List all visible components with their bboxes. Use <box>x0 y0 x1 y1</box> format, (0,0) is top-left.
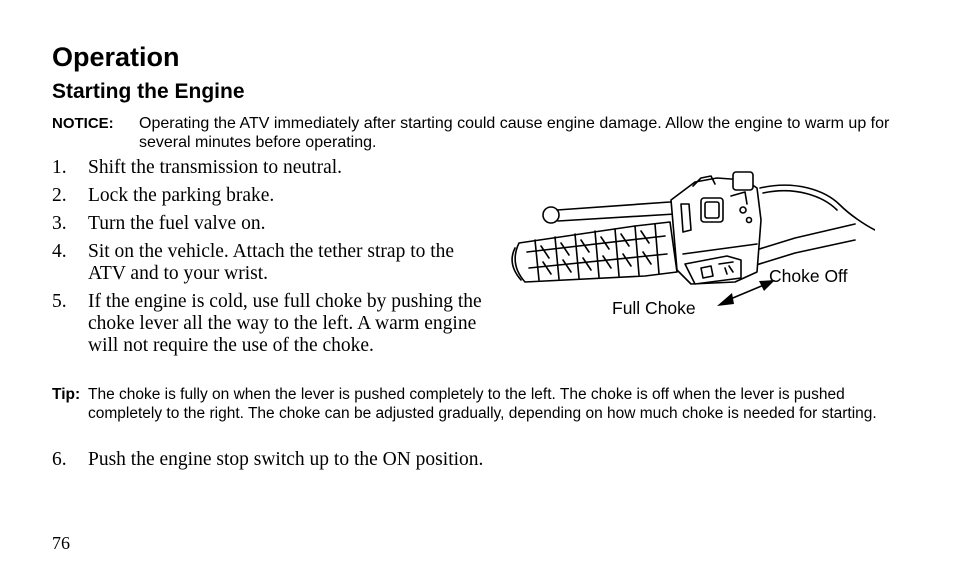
notice-text: Operating the ATV immediately after starting could cause engine damage. Allow the engine to warm up for several minutes before operating. <box>139 115 890 151</box>
steps-list-part2 <box>52 449 652 477</box>
step-text: If the engine is cold, use full choke by pushing the choke lever all the way to the left. A warm engine will not require the use of the choke. <box>88 291 482 356</box>
step-text: Turn the fuel valve on. <box>88 213 266 234</box>
step-item <box>52 291 482 357</box>
step-item <box>52 157 482 179</box>
handlebar-choke-figure <box>495 160 875 335</box>
tip-text: The choke is fully on when the lever is pushed completely to the left. The choke is off when the lever is pushed completely to the right. The choke can be adjusted gradually, depending on how much choke is needed for starting. <box>88 386 877 422</box>
page-number: 76 <box>52 533 70 553</box>
tip-block <box>52 385 882 423</box>
tip-label: Tip: <box>52 386 81 403</box>
choke-off-label: Choke Off <box>769 266 848 286</box>
step-number: 3. <box>52 213 67 234</box>
step-text: Shift the transmission to neutral. <box>88 157 343 178</box>
step-item <box>52 213 482 235</box>
subsection-title: Starting the Engine <box>52 80 245 103</box>
section-title: Operation <box>52 42 180 72</box>
step-text: Push the engine stop switch up to the ON position. <box>88 449 484 470</box>
step-number: 1. <box>52 157 67 178</box>
step-number: 2. <box>52 185 67 206</box>
step-number: 4. <box>52 241 67 262</box>
notice-label: NOTICE: <box>52 115 114 132</box>
full-choke-label: Full Choke <box>612 298 696 318</box>
step-item <box>52 241 482 285</box>
notice-block <box>52 114 892 152</box>
step-item <box>52 449 652 471</box>
step-text: Lock the parking brake. <box>88 185 275 206</box>
step-item <box>52 185 482 207</box>
steps-list-part1 <box>52 157 482 363</box>
step-number: 6. <box>52 449 67 470</box>
step-number: 5. <box>52 291 67 312</box>
step-text: Sit on the vehicle. Attach the tether strap to the ATV and to your wrist. <box>88 241 455 284</box>
